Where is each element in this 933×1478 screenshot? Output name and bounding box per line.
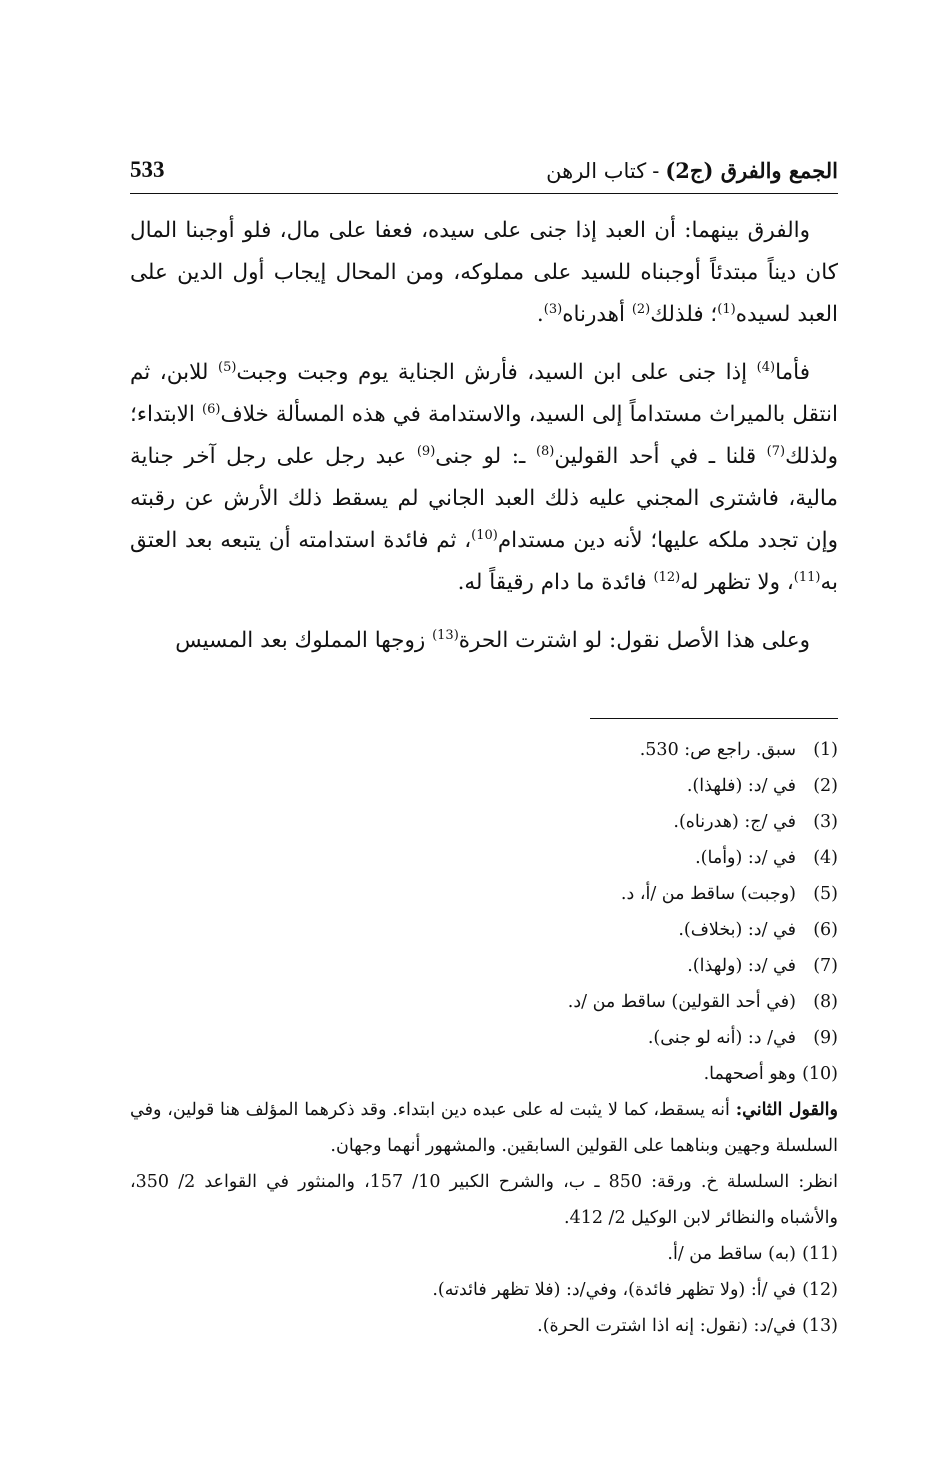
footnote-ref: (12)	[653, 569, 681, 585]
header-title	[546, 158, 838, 183]
text-run: أهدرناه	[562, 302, 632, 327]
footnote-ref: (5)	[217, 359, 237, 375]
footnote-text: في /د: (وأما).	[695, 848, 796, 868]
footnote-item	[130, 768, 838, 804]
footnote-number: (3)	[813, 812, 838, 832]
footnote-number: (4)	[813, 848, 838, 868]
footnote-item	[130, 804, 838, 840]
paragraph-1	[130, 210, 838, 336]
text-run: فأما	[775, 360, 810, 385]
footnotes	[130, 732, 838, 1344]
text-run: للابن، ثم انتقل بالميراث مستداماً إلى السيد، والاستدامة في هذه المسألة خلاف	[130, 360, 838, 427]
text-run: إذا جنى على ابن السيد، فأرش الجناية يوم وجبت وجبت	[236, 360, 757, 385]
footnote-ref: (7)	[766, 443, 786, 459]
footnote-number: (6)	[813, 920, 838, 940]
footnote-10-references	[130, 1164, 838, 1236]
footnote-ref: (6)	[202, 401, 221, 417]
footnote-text: في /أ: (ولا تظهر فائدة)، وفي/د: (فلا تظهر فائدته).	[432, 1280, 796, 1300]
footnote-text: انظر: السلسلة خ. ورقة: 850 ـ ب، والشرح الكبير 10/ 157، والمنثور في القواعد 2/ 350، والأشباه والنظائر لابن الوكيل 2/ 412.	[130, 1172, 838, 1228]
footnote-number: (10)	[802, 1064, 838, 1084]
footnote-10-continuation	[130, 1092, 838, 1164]
text-run: وعلى هذا الأصل نقول: لو اشترت الحرة	[458, 628, 810, 653]
footnote-item	[130, 1020, 838, 1056]
footnote-text: في /ج: (هدرناه).	[673, 812, 796, 832]
footnote-item	[130, 1272, 838, 1308]
footnote-item	[130, 876, 838, 912]
text-run: قلنا ـ في أحد القولين	[554, 444, 767, 469]
footnote-number: (8)	[813, 992, 838, 1012]
paragraph-2	[130, 352, 838, 604]
text-run: .	[536, 302, 544, 327]
footnote-ref: (4)	[756, 359, 776, 375]
footnote-number: (11)	[802, 1244, 838, 1264]
footnote-item	[130, 732, 838, 768]
footnote-separator	[590, 718, 838, 719]
book-title: الجمع والفرق (ج2)	[665, 157, 838, 183]
footnote-item	[130, 984, 838, 1020]
footnote-text: (وجبت) ساقط من /أ، د.	[620, 884, 796, 904]
text-run: ، ثم فائدة استدامته أن يتبعه بعد العتق به	[130, 528, 838, 595]
footnote-ref: (11)	[793, 569, 821, 585]
paragraph-3	[130, 620, 838, 662]
footnote-text: في /د: (ولهذا).	[687, 956, 796, 976]
footnote-text: (به) ساقط من /أ.	[667, 1244, 796, 1264]
footnote-text: في /د: (فلهذا).	[686, 776, 796, 796]
footnote-item	[130, 948, 838, 984]
footnote-text: وهو أصحهما.	[703, 1064, 796, 1084]
footnote-number: (9)	[813, 1028, 838, 1048]
footnote-text: (في أحد القولين) ساقط من /د.	[567, 992, 796, 1012]
footnote-number: (5)	[813, 884, 838, 904]
footnote-number: (1)	[813, 740, 838, 760]
text-run: فائدة ما دام رقيقاً له.	[457, 570, 654, 595]
footnote-ref: (10)	[471, 527, 498, 543]
footnote-text: في/د: (نقول: إنه اذا اشترت الحرة).	[537, 1316, 796, 1336]
header-rule	[130, 193, 838, 194]
running-header	[130, 150, 838, 190]
footnote-ref: (1)	[717, 301, 736, 317]
second-opinion-label: والقول الثاني:	[735, 1100, 838, 1120]
text-run: زوجها المملوك بعد المسيس	[175, 628, 433, 653]
text-run: عبد رجل على رجل آخر جناية مالية، فاشترى المجني عليه ذلك العبد الجاني لم يسقط ذلك الأرش عن رقبته وإن تجدد ملكه عليها؛ لأنه دين مستدام	[130, 444, 839, 553]
footnote-number: (12)	[802, 1280, 838, 1300]
header-separator: -	[652, 158, 660, 183]
footnote-text: أنه يسقط، كما لا يثبت له على عبده دين ابتداء. وقد ذكرهما المؤلف هنا قولين، وفي السلسلة وجهين وبناهما على القولين السابقين. والمشهور أنهما وجهان.	[130, 1100, 838, 1156]
footnote-number: (13)	[802, 1316, 838, 1336]
text-run: ؛ فلذلك	[650, 302, 718, 327]
footnote-text: في/ د: (أنه لو جنى).	[647, 1028, 796, 1048]
text-run: ـ: لو جنى	[435, 444, 536, 469]
footnote-number: (2)	[813, 776, 838, 796]
footnote-item	[130, 840, 838, 876]
text-run: والفرق بينهما: أن العبد إذا جنى على سيده، فعفا على مال، فلو أوجبنا المال كان ديناً مبتدئاً أوجبناه للسيد على مملوكه، ومن المحال إيجاب أول الدين على العبد لسيده	[130, 218, 838, 327]
text-run: الابتداء؛ ولذلك	[130, 402, 838, 469]
footnote-item	[130, 1056, 838, 1092]
main-text	[130, 210, 838, 662]
footnote-item	[130, 1236, 838, 1272]
chapter-title: كتاب الرهن	[546, 158, 647, 183]
footnote-ref: (2)	[631, 301, 651, 317]
page-number: 533	[130, 157, 165, 182]
footnote-item	[130, 1308, 838, 1344]
footnote-ref: (13)	[432, 627, 459, 643]
footnote-text: في /د: (بخلاف).	[678, 920, 796, 940]
footnote-number: (7)	[813, 956, 838, 976]
footnote-text: سبق. راجع ص: 530.	[639, 740, 796, 760]
footnote-ref: (8)	[535, 443, 555, 459]
footnote-ref: (9)	[416, 443, 436, 459]
footnote-ref: (3)	[543, 301, 563, 317]
footnote-item	[130, 912, 838, 948]
text-run: ، ولا تظهر له	[680, 570, 794, 595]
